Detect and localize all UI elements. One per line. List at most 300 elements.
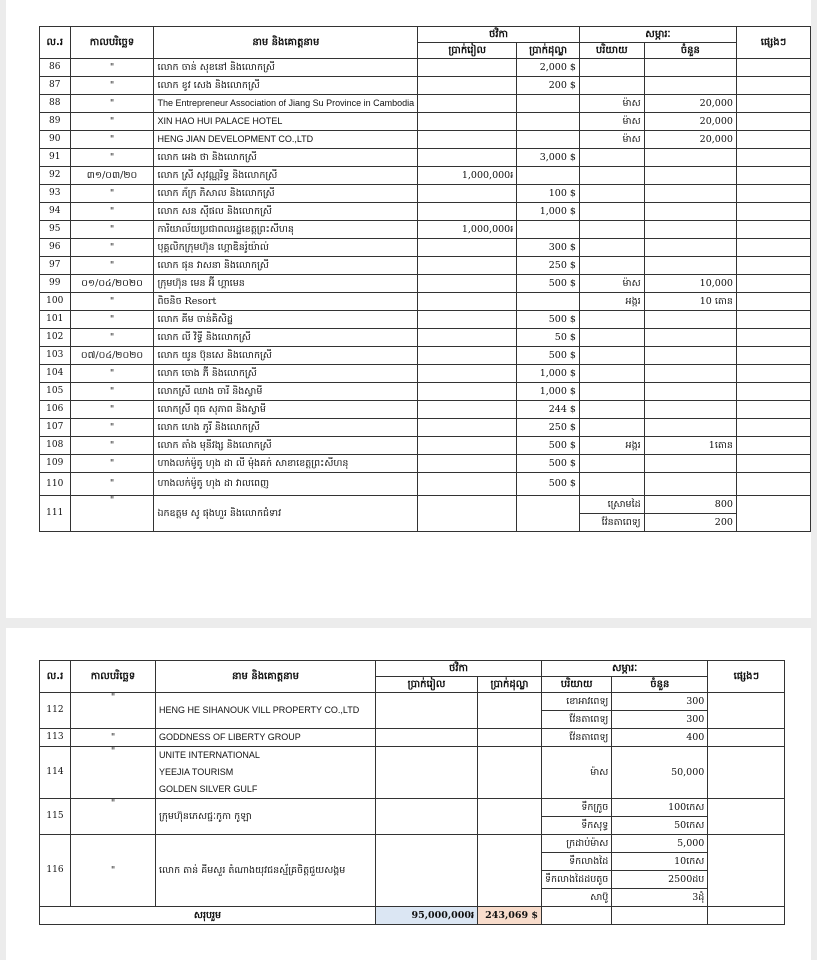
row-number: 108 (40, 437, 71, 455)
row-other (736, 275, 810, 293)
header-usd: ប្រាក់ដុល្លា (517, 43, 580, 59)
row-number: 106 (40, 401, 71, 419)
row-item-description: ទឹកក្រូច (542, 799, 612, 817)
row-other (736, 311, 810, 329)
row-item-description (579, 167, 644, 185)
row-item-quantity: 300 (612, 693, 708, 711)
table-row (40, 293, 811, 311)
row-riel (418, 275, 517, 293)
row-donor-name: លោក អេង ថា និងលោកស្រី (154, 149, 418, 167)
row-donor-name: លោក ផុន វាសនា និងលោកស្រី (154, 257, 418, 275)
table-row (40, 383, 811, 401)
row-donor-name: លោក សន ស៊ីផល និងលោកស្រី (154, 203, 418, 221)
header-description: បរិយាយ (579, 43, 644, 59)
table-row (40, 203, 811, 221)
row-other (736, 329, 810, 347)
table-row (40, 365, 811, 383)
row-donor-name: លោកស្រី ពុធ សុភាព និងស្វាមី (154, 401, 418, 419)
row-item-description (579, 419, 644, 437)
header-no: ល.រ (40, 27, 71, 59)
row-riel (418, 383, 517, 401)
header-name: នាម និងគោត្តនាម (156, 661, 376, 693)
row-other (736, 59, 810, 77)
table-row (40, 329, 811, 347)
row-number: 105 (40, 383, 71, 401)
row-usd (478, 747, 542, 799)
row-riel (418, 95, 517, 113)
row-donor-name: The Entrepreneur Association of Jiang Su Province in Cambodia (154, 95, 418, 113)
row-donor-name: បុគ្គលិកក្រុមហ៊ុន ហ្គោឌិនរ៉ូយ៉ាល់ (154, 239, 418, 257)
row-number: 100 (40, 293, 71, 311)
row-item-quantity (644, 365, 736, 383)
row-number: 97 (40, 257, 71, 275)
header-other: ផ្សេងៗ (736, 27, 810, 59)
row-usd: 200 $ (517, 77, 580, 95)
donation-table-page-2 (39, 660, 785, 925)
table-header (40, 661, 785, 693)
document-page-2 (6, 628, 811, 960)
table-row (40, 149, 811, 167)
row-number: 89 (40, 113, 71, 131)
row-usd: 500 $ (517, 275, 580, 293)
row-other (708, 799, 785, 835)
row-date: " (70, 383, 154, 401)
header-description: បរិយាយ (542, 677, 612, 693)
row-riel (418, 149, 517, 167)
row-usd: 500 $ (517, 437, 580, 455)
row-item-quantity (644, 167, 736, 185)
row-riel (418, 347, 517, 365)
row-other (708, 747, 785, 799)
row-item-description: ម៉ាស (579, 95, 644, 113)
row-other (736, 496, 810, 532)
row-donor-name: ក្រុមហ៊ុន មេន អ៊ី ហ្គាមេន (154, 275, 418, 293)
table-row (40, 496, 811, 514)
donor-name-line: YEEJIA TOURISM (159, 767, 234, 777)
row-other (736, 203, 810, 221)
row-other (736, 95, 810, 113)
row-date: " (70, 473, 154, 496)
row-number: 102 (40, 329, 71, 347)
row-date: " (70, 311, 154, 329)
row-donor-name: ក្រុមហ៊ុនភេសជ្ជៈកូកា កូឡា (156, 799, 376, 835)
header-riel: ប្រាក់រៀល (418, 43, 517, 59)
row-item-description: ទឹកលាងដៃដបតូច (542, 871, 612, 889)
row-item-quantity: 20,000 (644, 95, 736, 113)
row-item-description: អង្ករ (579, 437, 644, 455)
row-riel (418, 77, 517, 95)
table-row (40, 59, 811, 77)
header-other: ផ្សេងៗ (708, 661, 785, 693)
table-row (40, 77, 811, 95)
row-date: " (70, 329, 154, 347)
row-usd: 250 $ (517, 257, 580, 275)
row-item-description: ខោអាវពេទ្យ (542, 693, 612, 711)
table-row (40, 401, 811, 419)
row-riel (418, 113, 517, 131)
row-riel (418, 473, 517, 496)
row-number: 94 (40, 203, 71, 221)
header-name: នាម និងគោត្តនាម (154, 27, 418, 59)
row-donor-name: លោក ភ័ក្រ ភិសាល និងលោកស្រី (154, 185, 418, 203)
table-row (40, 185, 811, 203)
row-other (736, 437, 810, 455)
row-date: " (70, 113, 154, 131)
header-materials: សម្ភារៈ (579, 27, 736, 43)
row-date: " (70, 185, 154, 203)
row-number: 111 (40, 496, 71, 532)
header-cash: ថវិកា (376, 661, 542, 677)
row-item-quantity: 10កេស (612, 853, 708, 871)
header-quantity: ចំនួន (644, 43, 736, 59)
row-usd (517, 113, 580, 131)
row-other (736, 77, 810, 95)
row-date: " (70, 59, 154, 77)
row-riel: 1,000,000៛ (418, 167, 517, 185)
row-item-quantity: 3ដុំ (612, 889, 708, 907)
row-number: 99 (40, 275, 71, 293)
row-usd (517, 167, 580, 185)
row-item-quantity: 20,000 (644, 131, 736, 149)
row-item-description: ស្រោមដៃ (579, 496, 644, 514)
table-row (40, 239, 811, 257)
row-number: 104 (40, 365, 71, 383)
row-item-quantity (644, 311, 736, 329)
row-item-description: អង្ករ (579, 293, 644, 311)
row-riel (418, 257, 517, 275)
row-item-quantity (644, 77, 736, 95)
row-number: 87 (40, 77, 71, 95)
row-usd: 500 $ (517, 311, 580, 329)
row-item-quantity (644, 473, 736, 496)
total-row (40, 907, 785, 925)
row-item-quantity: 5,000 (612, 835, 708, 853)
row-usd: 1,000 $ (517, 203, 580, 221)
row-date: ០១/០៤/២០២០ (70, 275, 154, 293)
table-row (40, 221, 811, 239)
table-row (40, 95, 811, 113)
row-item-description (579, 239, 644, 257)
row-other (736, 473, 810, 496)
row-donor-name: HENG JIAN DEVELOPMENT CO.,LTD (154, 131, 418, 149)
row-item-description (579, 185, 644, 203)
row-date: " (71, 747, 156, 799)
row-item-description: ទឹកសុទ្ធ (542, 817, 612, 835)
row-other (736, 401, 810, 419)
row-other (736, 455, 810, 473)
row-item-description (579, 257, 644, 275)
header-cash: ថវិកា (418, 27, 580, 43)
row-date: " (70, 257, 154, 275)
row-donor-name: លោកស្រី ឈាង ចារី និងស្វាមី (154, 383, 418, 401)
row-number: 88 (40, 95, 71, 113)
row-number: 116 (40, 835, 71, 907)
row-riel (418, 401, 517, 419)
row-date: " (70, 149, 154, 167)
document-page-1 (6, 0, 811, 618)
row-item-description (579, 401, 644, 419)
row-usd: 500 $ (517, 455, 580, 473)
row-date: " (71, 729, 156, 747)
row-other (736, 185, 810, 203)
row-item-description (579, 383, 644, 401)
total-riel: 95,000,000៛ (376, 907, 478, 925)
table-row (40, 257, 811, 275)
row-riel (418, 496, 517, 532)
row-item-quantity: 2500ដប (612, 871, 708, 889)
row-item-quantity (644, 149, 736, 167)
row-other (736, 239, 810, 257)
row-donor-name: ហាងលក់ម៉ូតូ ហុង ដា វាលពេញ (154, 473, 418, 496)
total-label: សរុបរួម (40, 907, 376, 925)
row-item-quantity (644, 419, 736, 437)
row-usd (478, 729, 542, 747)
row-number: 86 (40, 59, 71, 77)
header-riel: ប្រាក់រៀល (376, 677, 478, 693)
row-donor-name: លោក គីម ចាន់គិសិដ្ឋ (154, 311, 418, 329)
table-row (40, 693, 785, 711)
row-item-description (579, 311, 644, 329)
row-riel (376, 693, 478, 729)
row-item-description: ក្រដាប់ម៉ាស (542, 835, 612, 853)
row-usd (517, 221, 580, 239)
donation-table-page-1 (39, 26, 811, 532)
row-donor-name: លោក ស្រី សុវណ្ណរិទ្ធ និងលោកស្រី (154, 167, 418, 185)
row-item-description (579, 347, 644, 365)
row-other (736, 113, 810, 131)
row-usd: 244 $ (517, 401, 580, 419)
row-item-quantity (644, 383, 736, 401)
table-header (40, 27, 811, 59)
row-number: 115 (40, 799, 71, 835)
row-item-description: ម៉ាស (579, 113, 644, 131)
row-number: 107 (40, 419, 71, 437)
row-date: " (70, 419, 154, 437)
table-row (40, 455, 811, 473)
row-usd: 1,000 $ (517, 365, 580, 383)
row-number: 114 (40, 747, 71, 799)
row-riel (418, 365, 517, 383)
row-riel (376, 729, 478, 747)
row-donor-name: លោក ហេង ភូរី និងលោកស្រី (154, 419, 418, 437)
row-item-quantity (644, 347, 736, 365)
row-usd (517, 293, 580, 311)
row-donor-name: ឯកឧត្តម សូ ផុងហួរ និងលោកជំទាវ (154, 496, 418, 532)
row-riel (376, 799, 478, 835)
row-riel (418, 131, 517, 149)
row-item-quantity: 50,000 (612, 747, 708, 799)
row-other (736, 293, 810, 311)
row-number: 110 (40, 473, 71, 496)
row-usd: 50 $ (517, 329, 580, 347)
row-donor-name: លោក លី វិទ្ធី និងលោកស្រី (154, 329, 418, 347)
header-materials: សម្ភារៈ (542, 661, 708, 677)
row-number: 90 (40, 131, 71, 149)
row-item-description: សាប៊ូ (542, 889, 612, 907)
row-usd (517, 496, 580, 532)
header-date: កាលបរិច្ឆេទ (70, 27, 154, 59)
row-number: 93 (40, 185, 71, 203)
row-number: 112 (40, 693, 71, 729)
row-item-description (579, 149, 644, 167)
row-other (736, 167, 810, 185)
row-other (736, 131, 810, 149)
row-item-quantity (644, 185, 736, 203)
row-other (736, 419, 810, 437)
row-usd (478, 835, 542, 907)
table-row (40, 131, 811, 149)
row-usd: 1,000 $ (517, 383, 580, 401)
table-row (40, 799, 785, 817)
header-no: ល.រ (40, 661, 71, 693)
row-riel (418, 455, 517, 473)
row-item-quantity (644, 257, 736, 275)
row-donor-name: លោក យូន ប៊ុនសេ និងលោកស្រី (154, 347, 418, 365)
table-row (40, 311, 811, 329)
row-usd: 100 $ (517, 185, 580, 203)
row-other (736, 149, 810, 167)
total-usd: 243,069 $ (478, 907, 542, 925)
row-usd: 2,000 $ (517, 59, 580, 77)
row-date: " (70, 365, 154, 383)
row-other (708, 729, 785, 747)
table-row (40, 275, 811, 293)
row-date: " (70, 496, 154, 532)
row-other (736, 221, 810, 239)
row-date: " (70, 401, 154, 419)
table-row (40, 419, 811, 437)
row-number: 109 (40, 455, 71, 473)
row-donor-name: ពិចនិច Resort (154, 293, 418, 311)
row-riel (418, 437, 517, 455)
row-item-quantity: 300 (612, 711, 708, 729)
row-other (736, 383, 810, 401)
row-riel (418, 419, 517, 437)
header-usd: ប្រាក់ដុល្លា (478, 677, 542, 693)
row-item-description (579, 455, 644, 473)
row-item-quantity: 800 (644, 496, 736, 514)
row-usd: 500 $ (517, 347, 580, 365)
row-item-quantity (644, 203, 736, 221)
row-item-quantity: 10,000 (644, 275, 736, 293)
row-other (708, 693, 785, 729)
row-item-description: ម៉ាស (579, 131, 644, 149)
table-body (40, 59, 811, 532)
table-row (40, 347, 811, 365)
row-donor-name: HENG HE SIHANOUK VILL PROPERTY CO.,LTD (156, 693, 376, 729)
row-item-quantity (644, 401, 736, 419)
row-date: " (70, 77, 154, 95)
table-row (40, 729, 785, 747)
row-usd: 3,000 $ (517, 149, 580, 167)
table-body (40, 693, 785, 925)
row-riel (418, 311, 517, 329)
row-donor-name: លោក តាំង មុនីវង្ស និងលោកស្រី (154, 437, 418, 455)
row-number: 101 (40, 311, 71, 329)
row-riel: 1,000,000៛ (418, 221, 517, 239)
row-item-quantity (644, 221, 736, 239)
header-quantity: ចំនួន (612, 677, 708, 693)
row-usd: 250 $ (517, 419, 580, 437)
row-usd: 300 $ (517, 239, 580, 257)
row-donor-name: លោក តាន់ គីមសួរ តំណាងយុវជនស្ម័គ្រចិត្តជួយសង្គម (156, 835, 376, 907)
donor-name-line: UNITE INTERNATIONAL (159, 750, 260, 760)
row-usd (517, 95, 580, 113)
table-row (40, 437, 811, 455)
total-description (542, 907, 612, 925)
row-number: 113 (40, 729, 71, 747)
row-item-description (579, 59, 644, 77)
row-date: ៣១/០៣/២០ (70, 167, 154, 185)
row-item-description (579, 77, 644, 95)
row-item-description: ទឹកលាងដៃ (542, 853, 612, 871)
row-item-description (579, 365, 644, 383)
row-usd (517, 131, 580, 149)
row-item-description (579, 203, 644, 221)
row-item-quantity (644, 59, 736, 77)
row-donor-name: ការិយាល័យប្រជាពលរដ្ឋខេត្តព្រះសីហនុ (154, 221, 418, 239)
row-item-quantity (644, 239, 736, 257)
row-donor-name: ហាងលក់ម៉ូតូ ហុង ដា លី ម៉ុងគក់ សាខាខេត្តព្រះសីហនុ (154, 455, 418, 473)
row-item-description: វ៉ែនតាពេទ្យ (542, 729, 612, 747)
row-riel (418, 203, 517, 221)
row-date: " (70, 437, 154, 455)
row-donor-name: លោក ចោង ភ៊ី និងលោកស្រី (154, 365, 418, 383)
row-number: 96 (40, 239, 71, 257)
row-number: 95 (40, 221, 71, 239)
row-riel (418, 239, 517, 257)
row-usd (478, 693, 542, 729)
table-row (40, 473, 811, 496)
row-date: ០៧/០៤/២០២០ (70, 347, 154, 365)
total-quantity (612, 907, 708, 925)
row-item-quantity: 200 (644, 514, 736, 532)
row-number: 103 (40, 347, 71, 365)
row-item-quantity: 10 តោន (644, 293, 736, 311)
row-item-quantity: 50កេស (612, 817, 708, 835)
table-row (40, 113, 811, 131)
row-item-description (579, 473, 644, 496)
row-item-description: ម៉ាស (542, 747, 612, 799)
table-row (40, 747, 785, 799)
row-donor-name: លោក ខូវ សេង និងលោកស្រី (154, 77, 418, 95)
row-item-description: ម៉ាស (579, 275, 644, 293)
row-item-quantity: 1តោន (644, 437, 736, 455)
row-riel (418, 59, 517, 77)
row-item-quantity: 20,000 (644, 113, 736, 131)
row-item-description (579, 329, 644, 347)
row-riel (418, 185, 517, 203)
total-other (708, 907, 785, 925)
row-other (736, 257, 810, 275)
row-donor-name: GODDNESS OF LIBERTY GROUP (156, 729, 376, 747)
table-row (40, 167, 811, 185)
row-other (708, 835, 785, 907)
row-date: " (71, 835, 156, 907)
table-row (40, 835, 785, 853)
row-donor-names (156, 747, 376, 799)
row-date: " (70, 221, 154, 239)
row-date: " (70, 95, 154, 113)
row-date: " (70, 131, 154, 149)
row-riel (418, 293, 517, 311)
row-riel (376, 835, 478, 907)
row-date: " (71, 693, 156, 729)
row-number: 91 (40, 149, 71, 167)
row-item-quantity (644, 329, 736, 347)
row-item-description: វ៉ែនតាពេទ្យ (579, 514, 644, 532)
donor-name-line: GOLDEN SILVER GULF (159, 784, 258, 794)
